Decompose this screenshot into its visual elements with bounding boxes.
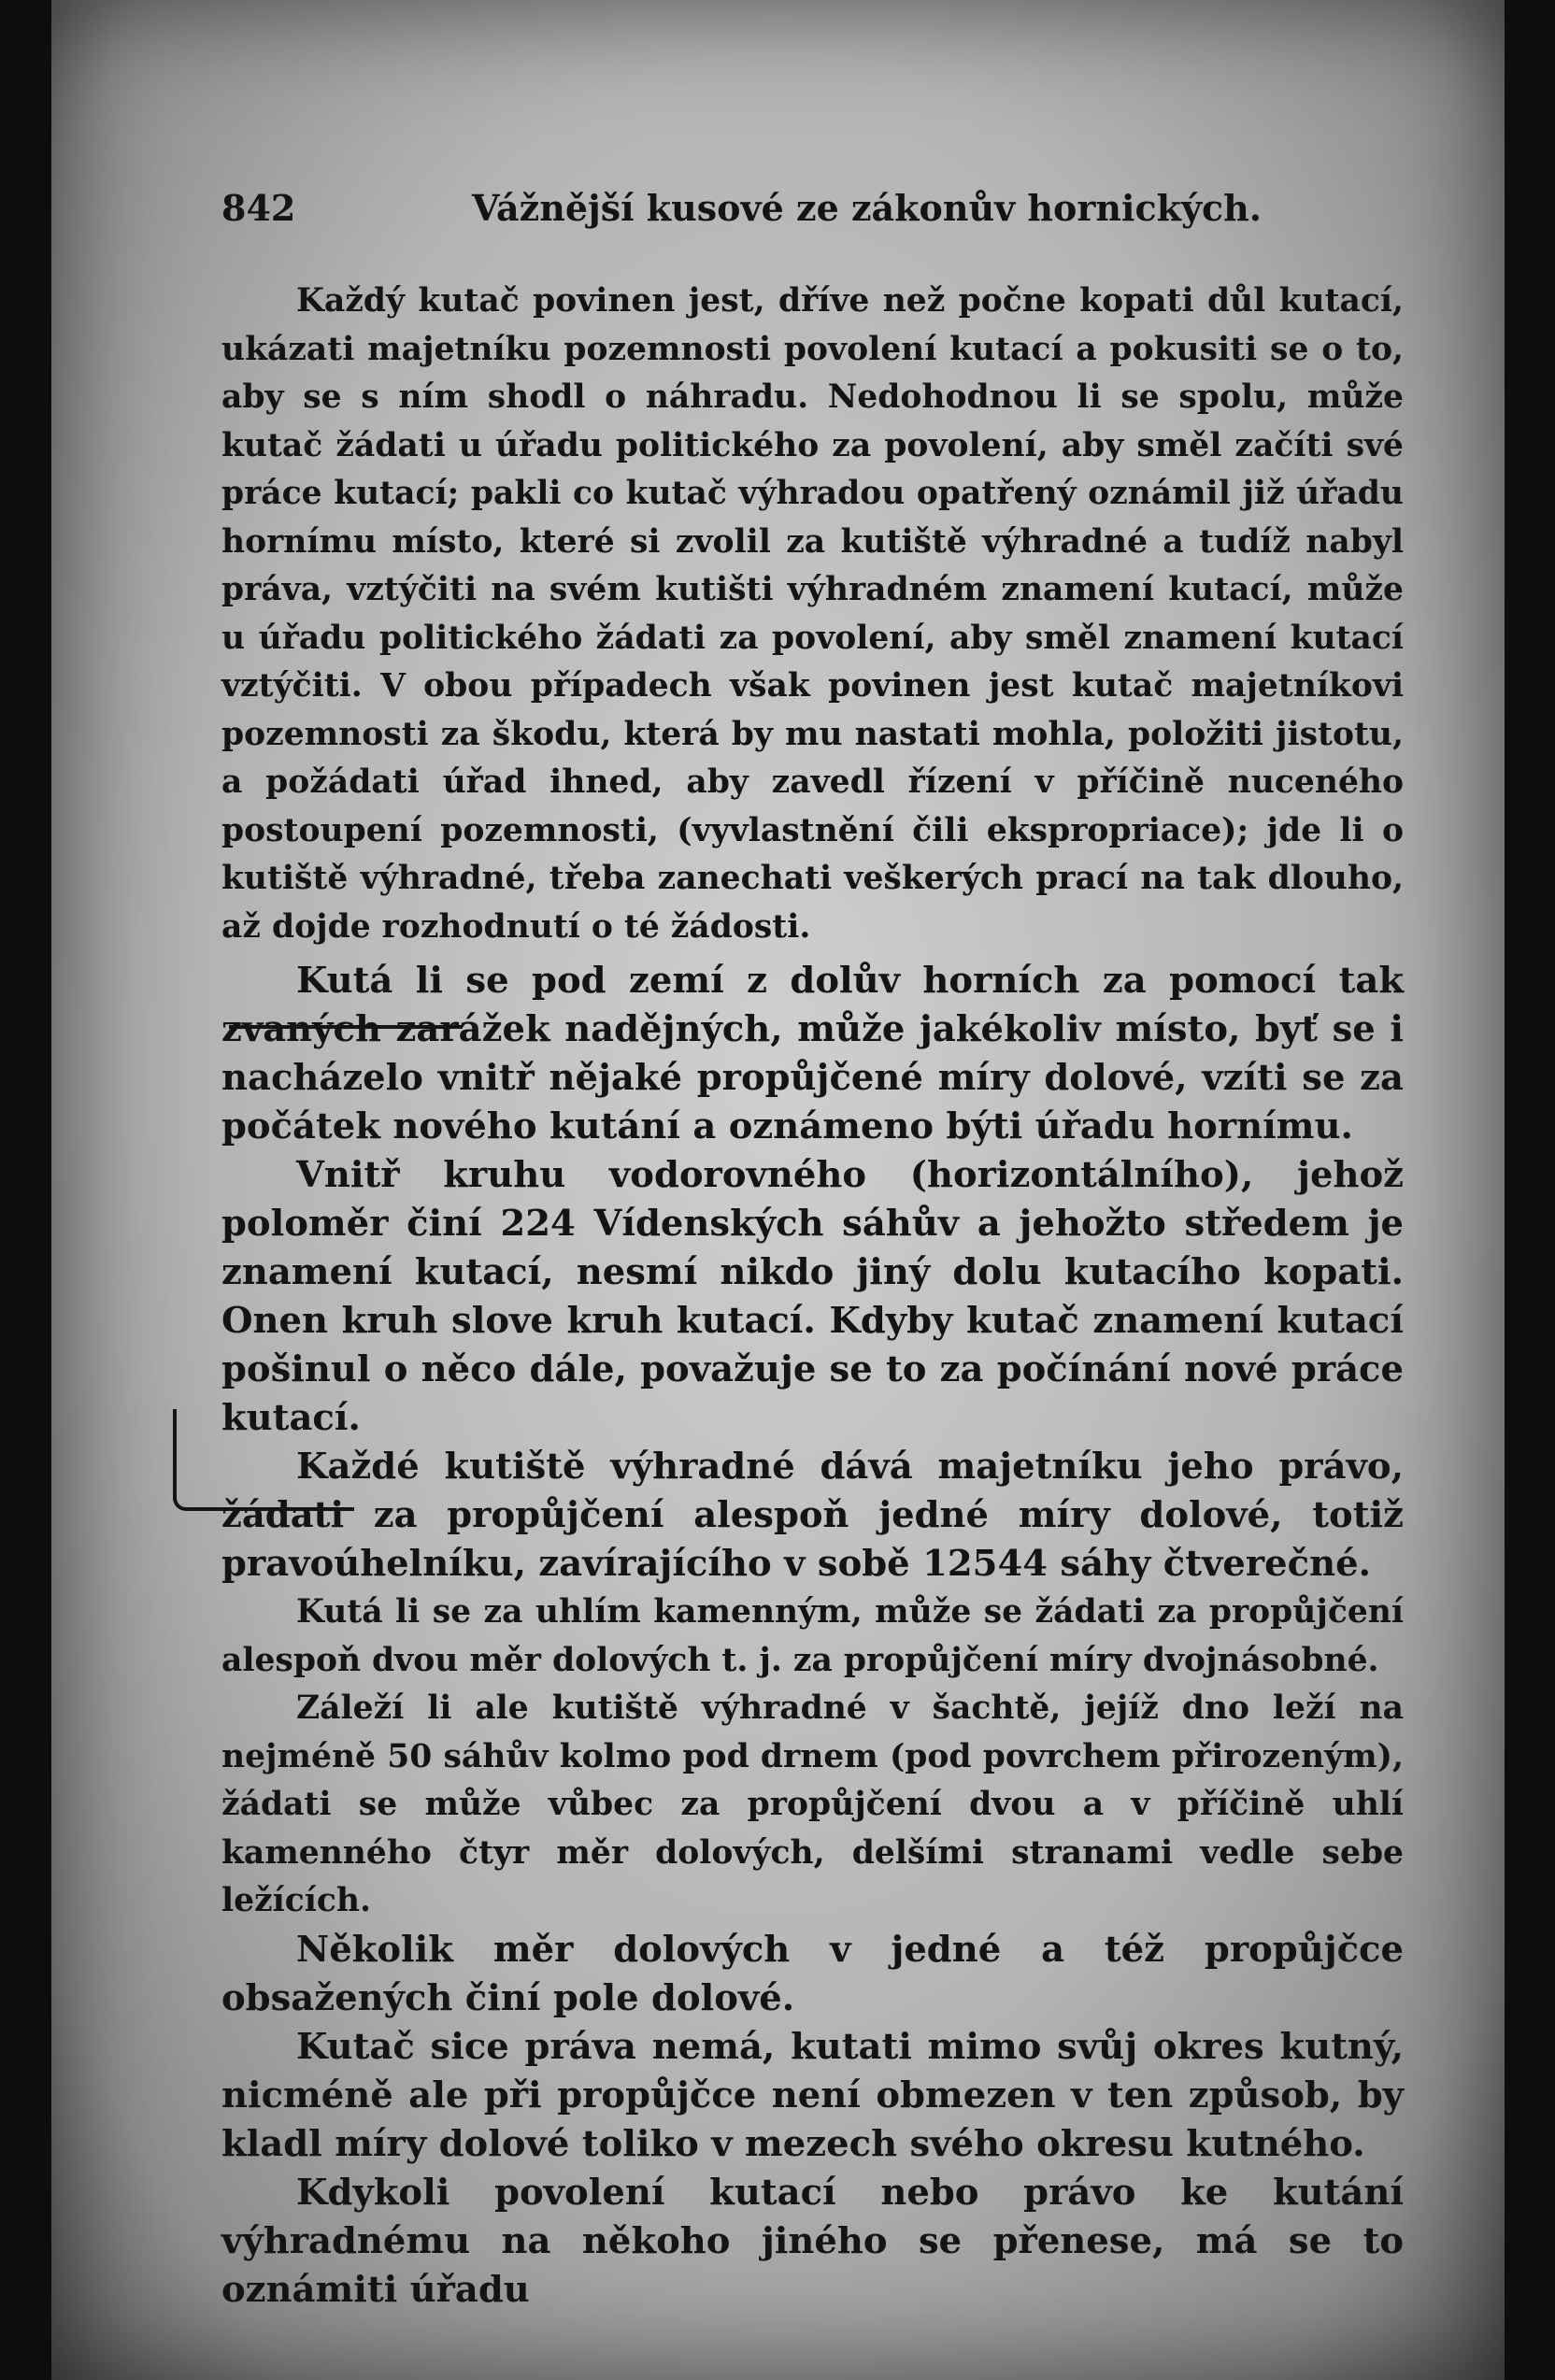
paragraph-3: Vnitř kruhu vodorovného (horizontálního), jehož poloměr činí 224 Vídenských sáhův a jehožto středem je znamení kutací, nesmí nikdo jiný dolu kutacího kopati. Onen kruh slove kruh kutací. Kdyby kutač znamení kutací pošinul o něco dále, považuje se to za počínání nové práce kutací.: [221, 1154, 1404, 1439]
page-text: [221, 187, 1404, 2315]
book-page: [51, 0, 1505, 2380]
paragraph-8: Kutač sice práva nemá, kutati mimo svůj okres kutný, nicméně ale při propůjčce není obmezen v ten způsob, by kladl míry dolové toliko v mezech svého okresu kutného.: [221, 2025, 1404, 2165]
paragraph-6: Záleží li ale kutiště výhradné v šachtě, jejíž dno leží na nejméně 50 sáhův kolmo pod drnem (pod povrchem přirozeným), žádati se může vůbec za propůjčení dvou a v příčině uhlí kamenného čtyr měr dolových, delšími stranami vedle sebe ležících.: [221, 1689, 1404, 1919]
paragraph-9: Kdykoli povolení kutací nebo právo ke kutání výhradnému na někoho jiného se přenese, má se to oznámiti úřadu: [221, 2171, 1404, 2311]
page-header: [221, 187, 1404, 229]
paragraph-2: Kutá li se pod zemí z dolův horních za pomocí tak zvaných zarážek nadějných, může jakékoliv místo, byť se i nacházelo vnitř nějaké propůjčené míry dolové, vzíti se za počátek nového kutání a oznámeno býti úřadu hornímu.: [221, 960, 1404, 1147]
paragraph-7: Několik měr dolových v jedné a též propůjčce obsažených činí pole dolové.: [221, 1928, 1404, 2019]
running-title: Vážnější kusové ze zákonův hornických.: [472, 187, 1263, 229]
paragraph-4: Každé kutiště výhradné dává majetníku jeho právo, žádati za propůjčení alespoň jedné míry dolové, totiž pravoúhelníku, zavírajícího v sobě 12544 sáhy čtverečné.: [221, 1446, 1404, 1585]
page-number: 842: [221, 187, 296, 229]
paragraph-5: Kutá li se za uhlím kamenným, může se žádati za propůjčení alespoň dvou měr dolových t. j. za propůjčení míry dvojnásobné.: [221, 1593, 1404, 1679]
paragraph-1: Každý kutač povinen jest, dříve než počne kopati důl kutací, ukázati majetníku pozemnosti povolení kutací a pokusiti se o to, aby se s ním shodl o náhradu. Nedohodnou li se spolu, může kutač žádati u úřadu politického za povolení, aby směl začíti své práce kutací; pakli co kutač výhradou opatřený oznámil již úřadu hornímu místo, které si zvolil za kutiště výhradné a tudíž nabyl práva, vztýčiti na svém kutišti výhradném znamení kutací, může u úřadu politického žádati za povolení, aby směl znamení kutací vztýčiti. V obou případech však povinen jest kutač majetníkovi pozemnosti za škodu, která by mu nastati mohla, položiti jistotu, a požádati úřad ihned, aby zavedl řízení v příčině nuceného postoupení pozemnosti, (vyvlastnění čili ekspropriace); jde li o kutiště výhradné, třeba zanechati veškerých prací na tak dlouho, až dojde rozhodnutí o té žádosti.: [221, 282, 1404, 946]
